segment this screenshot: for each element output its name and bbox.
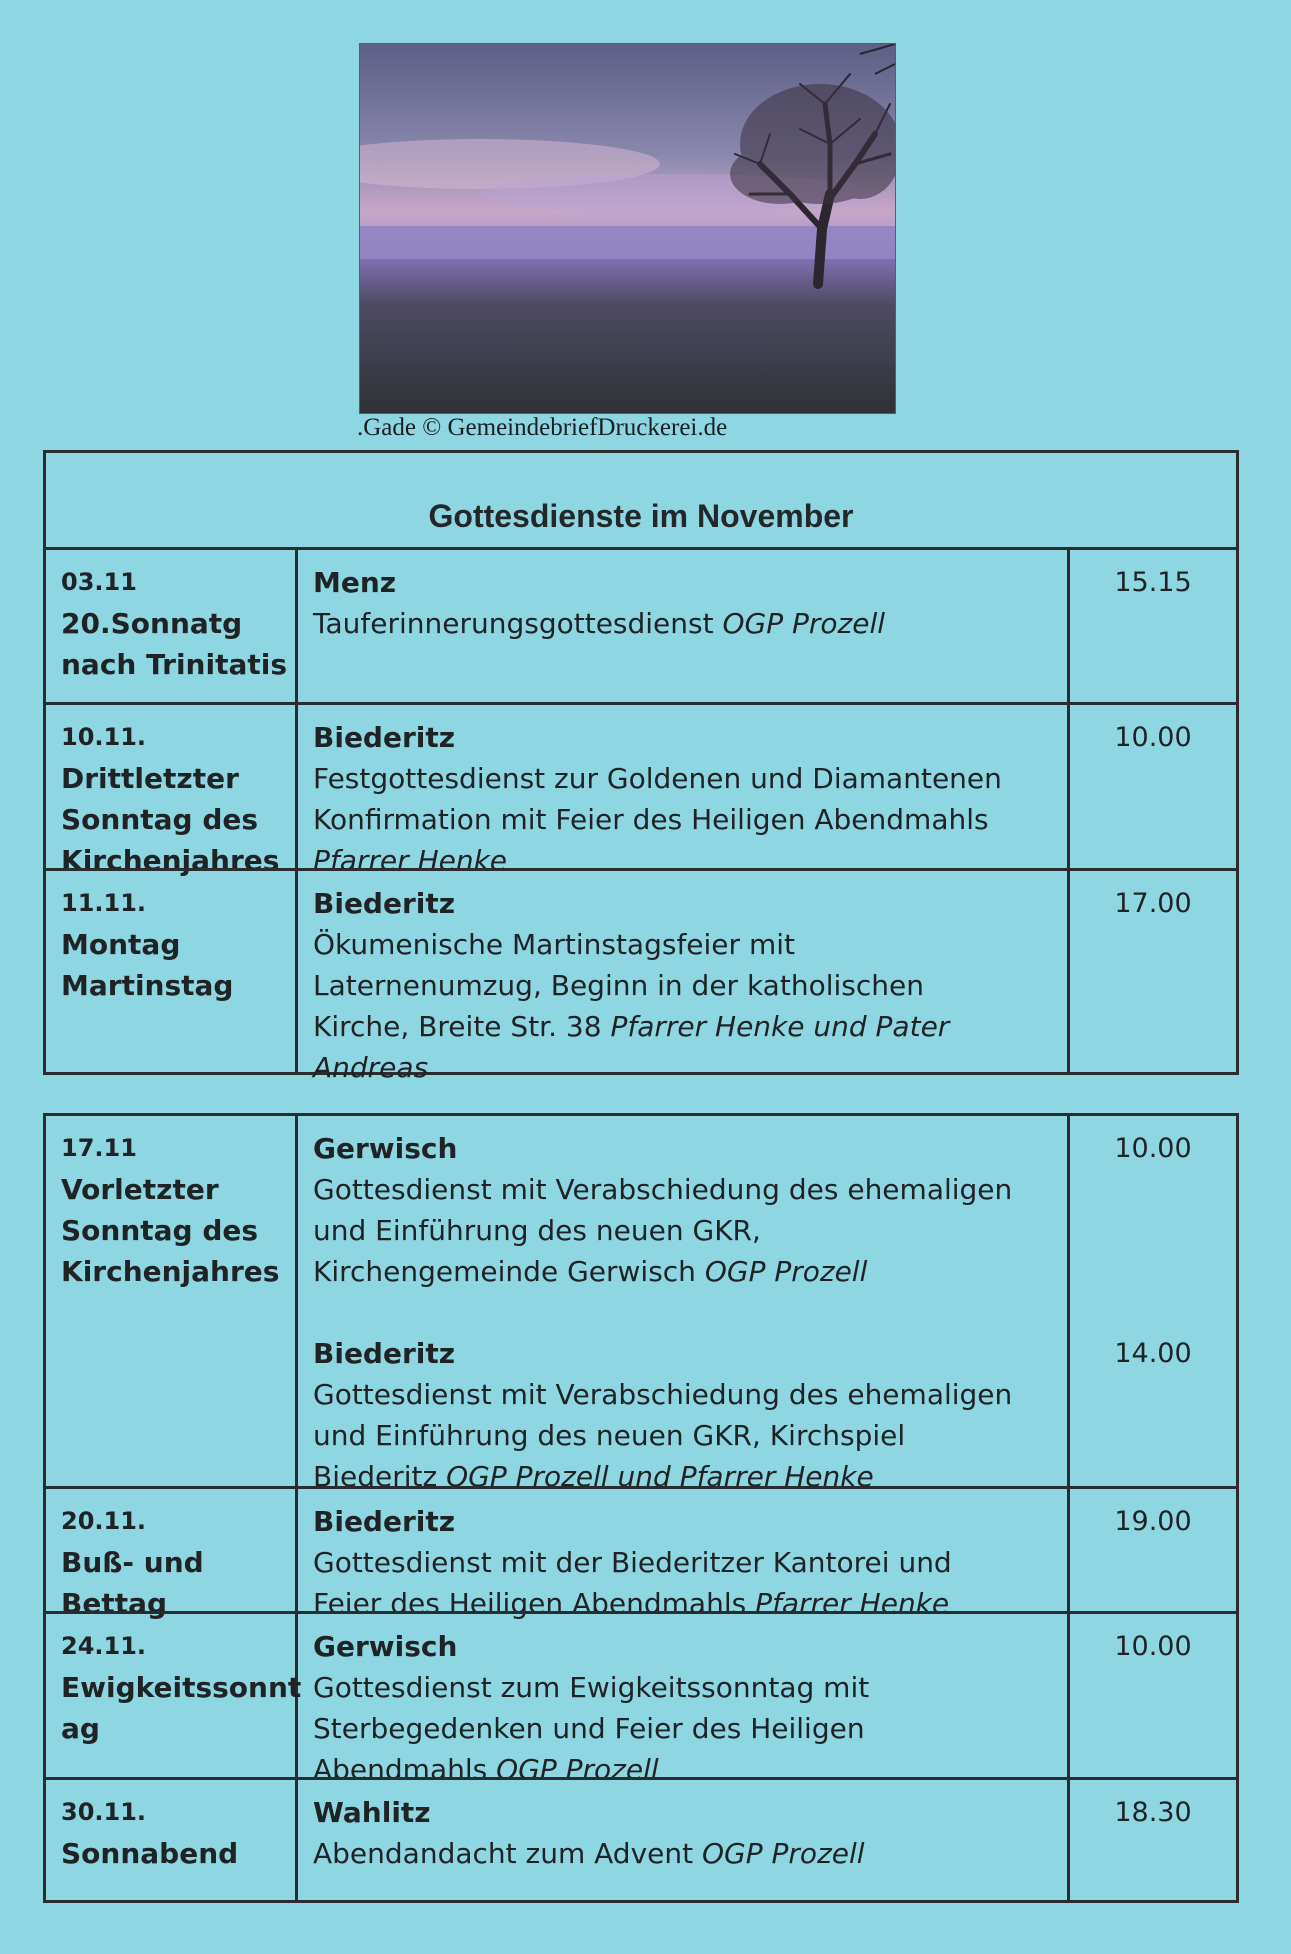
description-cell <box>298 871 1070 1084</box>
table-row <box>46 1777 1236 1900</box>
service-date: 20.11. <box>61 1507 147 1535</box>
service-date: 17.11 <box>61 1134 137 1162</box>
date-cell <box>46 1780 298 1900</box>
date-cell <box>46 550 298 702</box>
date-cell <box>46 705 298 877</box>
service-day: Martinstag <box>61 969 234 1002</box>
service-day: Bettag <box>61 1587 168 1620</box>
table-row <box>46 868 1236 1084</box>
service-day: Kirchenjahres <box>61 844 280 877</box>
time-cell <box>1070 1614 1236 1777</box>
time-cell <box>1070 1116 1236 1486</box>
service-day: Vorletzter <box>61 1173 219 1206</box>
service-date: 24.11. <box>61 1632 147 1660</box>
service-text: Andreas <box>313 1051 429 1084</box>
misty-tree-image <box>360 44 895 413</box>
service-day: Sonnabend <box>61 1837 239 1870</box>
service-place: Wahlitz <box>313 1796 431 1829</box>
service-place: Biederitz <box>313 887 456 920</box>
service-text: Gottesdienst zum Ewigkeitssonntag mit <box>313 1671 870 1704</box>
service-text: Kirche, Breite Str. 38 Pfarrer Henke und Pater <box>313 1010 950 1043</box>
service-text: Pfarrer Henke <box>313 844 508 877</box>
schedule-table-part2 <box>43 1113 1239 1903</box>
date-cell <box>46 871 298 1072</box>
table-row <box>46 702 1236 877</box>
service-day: Buß- und <box>61 1546 204 1579</box>
service-time: 19.00 <box>1114 1506 1192 1537</box>
service-date: 11.11. <box>61 889 147 917</box>
service-text: und Einführung des neuen GKR, <box>313 1214 761 1247</box>
service-date: 03.11 <box>61 568 137 596</box>
service-text: Konfirmation mit Feier des Heiligen Abendmahls <box>313 803 989 836</box>
table-row <box>46 1486 1236 1620</box>
table-row <box>46 1611 1236 1786</box>
service-text: Sterbegedenken und Feier des Heiligen <box>313 1712 865 1745</box>
service-text: Gottesdienst mit Verabschiedung des ehemaligen <box>313 1378 1013 1411</box>
service-text: Ökumenische Martinstagsfeier mit <box>313 928 795 961</box>
service-place: Biederitz <box>313 721 456 754</box>
service-day: Ewigkeitssonnt <box>61 1671 302 1704</box>
service-time: 10.00 <box>1114 722 1192 753</box>
description-cell <box>298 1116 1070 1493</box>
table-title: Gottesdienste im November <box>428 498 854 534</box>
header-photo <box>359 43 896 414</box>
service-time: 10.00 <box>1114 1631 1192 1662</box>
time-cell <box>1070 1780 1236 1900</box>
service-day: Sonntag des <box>61 803 259 836</box>
description-cell <box>298 1780 1070 1900</box>
description-cell <box>298 705 1070 877</box>
service-time: 17.00 <box>1114 888 1192 919</box>
service-day: 20.Sonnatg <box>61 607 243 640</box>
service-text: Feier des Heiligen Abendmahls Pfarrer Henke <box>313 1587 950 1620</box>
service-day: Montag <box>61 928 181 961</box>
service-time: 18.30 <box>1114 1797 1192 1828</box>
service-text: Laternenumzug, Beginn in der katholischen <box>313 969 924 1002</box>
service-place: Gerwisch <box>313 1132 458 1165</box>
description-cell <box>298 1614 1070 1786</box>
service-time: 10.00 <box>1114 1133 1192 1164</box>
service-text: Abendandacht zum Advent OGP Prozell <box>313 1837 865 1870</box>
date-cell <box>46 1116 298 1486</box>
service-text: Kirchengemeinde Gerwisch OGP Prozell <box>313 1255 868 1288</box>
service-date: 10.11. <box>61 723 147 751</box>
service-text: Biederitz OGP Prozell und Pfarrer Henke <box>313 1460 874 1493</box>
service-day: Kirchenjahres <box>61 1255 280 1288</box>
photo-credit: .Gade © GemeindebriefDruckerei.de <box>357 414 728 441</box>
description-cell <box>298 550 1070 702</box>
service-place: Biederitz <box>313 1337 456 1370</box>
service-time: 14.00 <box>1114 1338 1192 1369</box>
time-cell <box>1070 705 1236 868</box>
time-cell <box>1070 550 1236 702</box>
service-place: Gerwisch <box>313 1630 458 1663</box>
service-day: nach Trinitatis <box>61 648 287 681</box>
date-cell <box>46 1489 298 1620</box>
service-text: Abendmahls OGP Prozell <box>313 1753 659 1786</box>
description-cell <box>298 1489 1070 1620</box>
schedule-table-part1 <box>43 450 1239 1084</box>
service-text: Festgottesdienst zur Goldenen und Diamantenen <box>313 762 1002 795</box>
service-text: Gottesdienst mit der Biederitzer Kantorei und <box>313 1546 952 1579</box>
service-day: Sonntag des <box>61 1214 259 1247</box>
service-time: 15.15 <box>1114 567 1192 598</box>
table-row <box>46 1116 1236 1493</box>
table-row <box>46 550 1236 702</box>
service-place: Biederitz <box>313 1505 456 1538</box>
time-cell <box>1070 1489 1236 1611</box>
time-cell <box>1070 871 1236 1072</box>
service-text: und Einführung des neuen GKR, Kirchspiel <box>313 1419 906 1452</box>
table-title-row <box>46 453 1236 550</box>
service-place: Menz <box>313 566 397 599</box>
service-text: Gottesdienst mit Verabschiedung des ehemaligen <box>313 1173 1013 1206</box>
service-date: 30.11. <box>61 1798 147 1826</box>
date-cell <box>46 1614 302 1777</box>
service-day: Drittletzter <box>61 762 239 795</box>
service-text: Tauferinnerungsgottesdienst OGP Prozell <box>313 607 886 640</box>
service-day: ag <box>61 1712 100 1745</box>
